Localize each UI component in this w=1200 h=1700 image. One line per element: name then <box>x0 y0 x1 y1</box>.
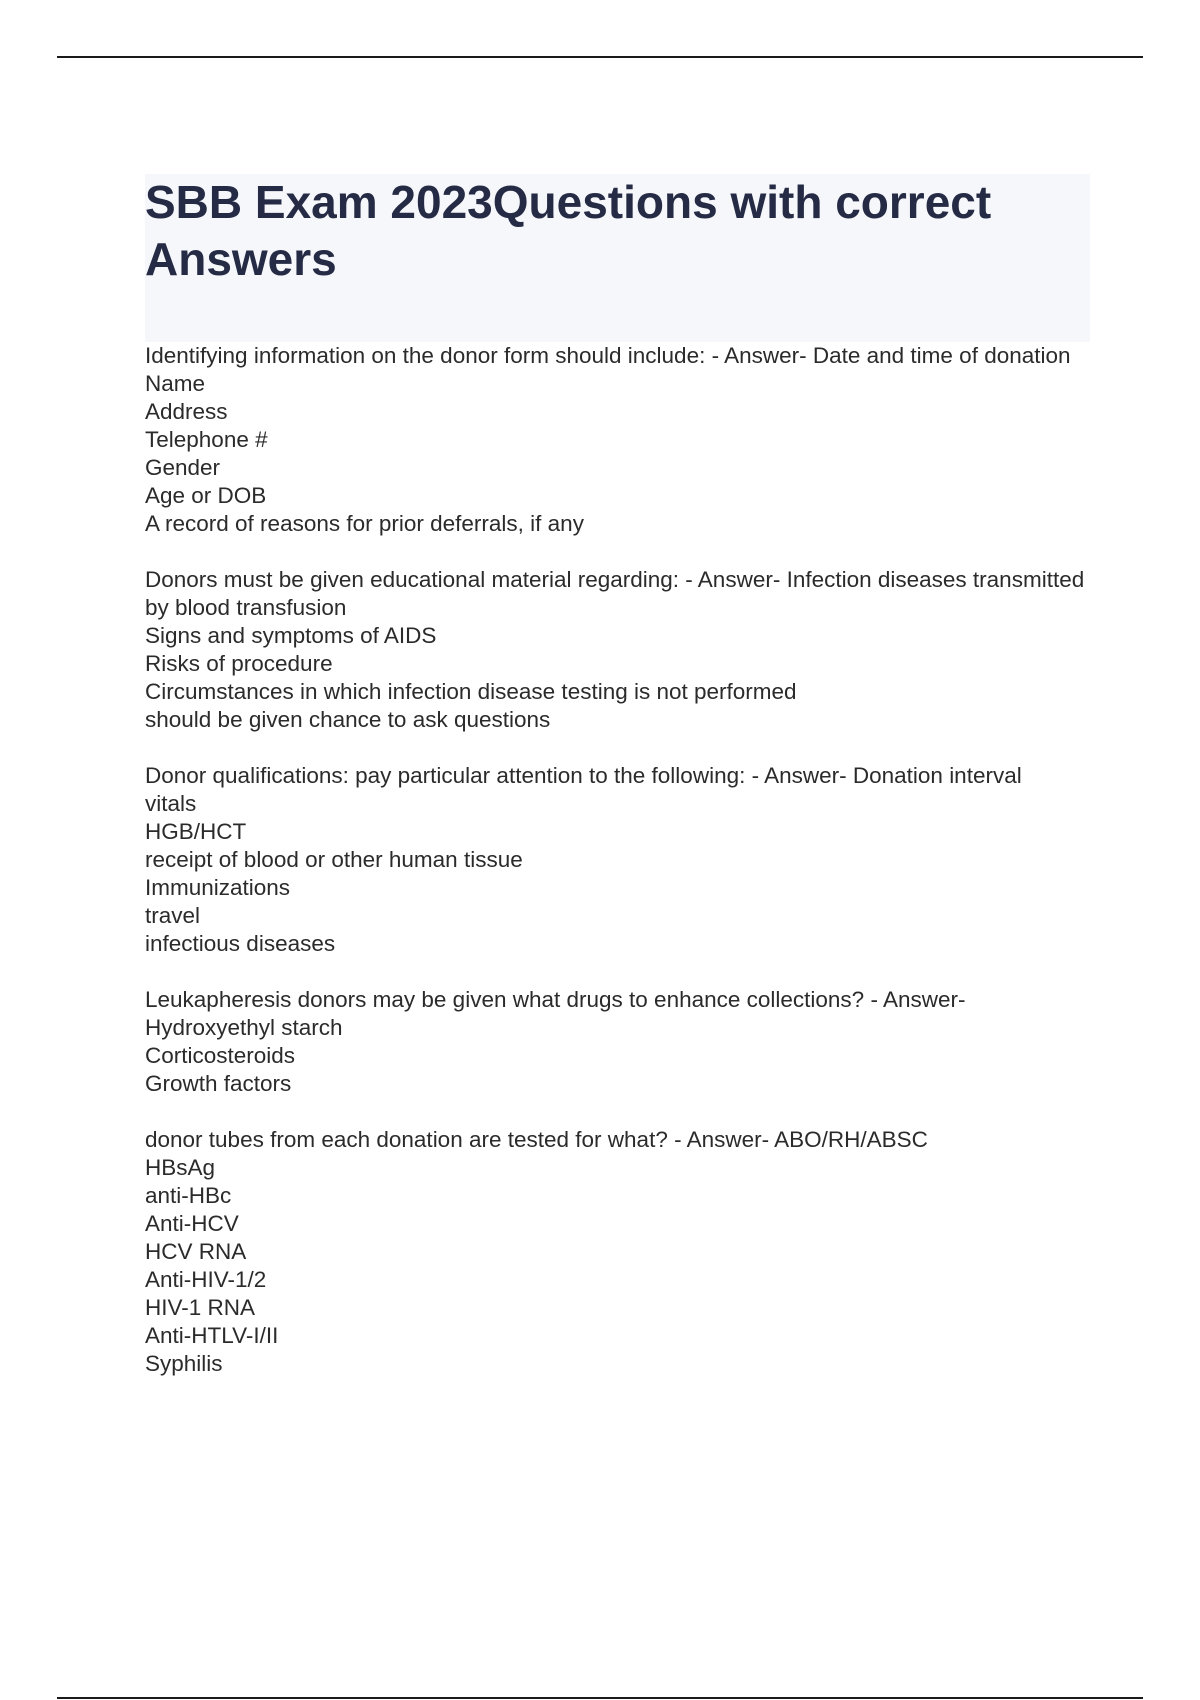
question-text: Leukapheresis donors may be given what drugs to enhance collections? - Answer- Hydroxyethyl starch <box>145 987 966 1040</box>
qa-item <box>145 1126 1090 1378</box>
answer-line: HBsAg <box>145 1155 216 1180</box>
answer-line: Anti-HTLV-I/II <box>145 1323 279 1348</box>
answer-line: anti-HBc <box>145 1183 232 1208</box>
document-body <box>145 174 1090 1406</box>
answer-line: HGB/HCT <box>145 819 247 844</box>
answer-line: Growth factors <box>145 1071 292 1096</box>
qa-item <box>145 986 1090 1098</box>
question-text: Identifying information on the donor form should include: - Answer- Date and time of donation <box>145 343 1071 368</box>
qa-item <box>145 762 1090 958</box>
answer-line: vitals <box>145 791 197 816</box>
qa-list <box>145 342 1090 1378</box>
answer-line: Anti-HIV-1/2 <box>145 1267 267 1292</box>
qa-item <box>145 342 1090 538</box>
answer-line: Telephone # <box>145 427 268 452</box>
answer-line: Immunizations <box>145 875 291 900</box>
answer-line: HCV RNA <box>145 1239 247 1264</box>
answer-line: Syphilis <box>145 1351 223 1376</box>
answer-line: Address <box>145 399 228 424</box>
question-text: Donors must be given educational material regarding: - Answer- Infection diseases transmitted by blood transfusion <box>145 567 1085 620</box>
question-text: Donor qualifications: pay particular attention to the following: - Answer- Donation interval <box>145 763 1022 788</box>
top-rule <box>57 56 1143 58</box>
qa-item <box>145 566 1090 734</box>
bottom-rule <box>57 1697 1143 1699</box>
answer-line: Age or DOB <box>145 483 267 508</box>
answer-line: should be given chance to ask questions <box>145 707 551 732</box>
answer-line: Corticosteroids <box>145 1043 296 1068</box>
answer-line: Gender <box>145 455 221 480</box>
answer-line: travel <box>145 903 201 928</box>
answer-line: HIV-1 RNA <box>145 1295 256 1320</box>
answer-line: Circumstances in which infection disease testing is not performed <box>145 679 797 704</box>
answer-line: Risks of procedure <box>145 651 333 676</box>
answer-line: Signs and symptoms of AIDS <box>145 623 437 648</box>
answer-line: Anti-HCV <box>145 1211 239 1236</box>
answer-line: receipt of blood or other human tissue <box>145 847 523 872</box>
title-block <box>145 174 1090 342</box>
question-text: donor tubes from each donation are tested for what? - Answer- ABO/RH/ABSC <box>145 1127 928 1152</box>
document-title: SBB Exam 2023Questions with correct Answers <box>145 176 992 285</box>
answer-line: A record of reasons for prior deferrals, if any <box>145 511 584 536</box>
answer-line: Name <box>145 371 206 396</box>
answer-line: infectious diseases <box>145 931 336 956</box>
